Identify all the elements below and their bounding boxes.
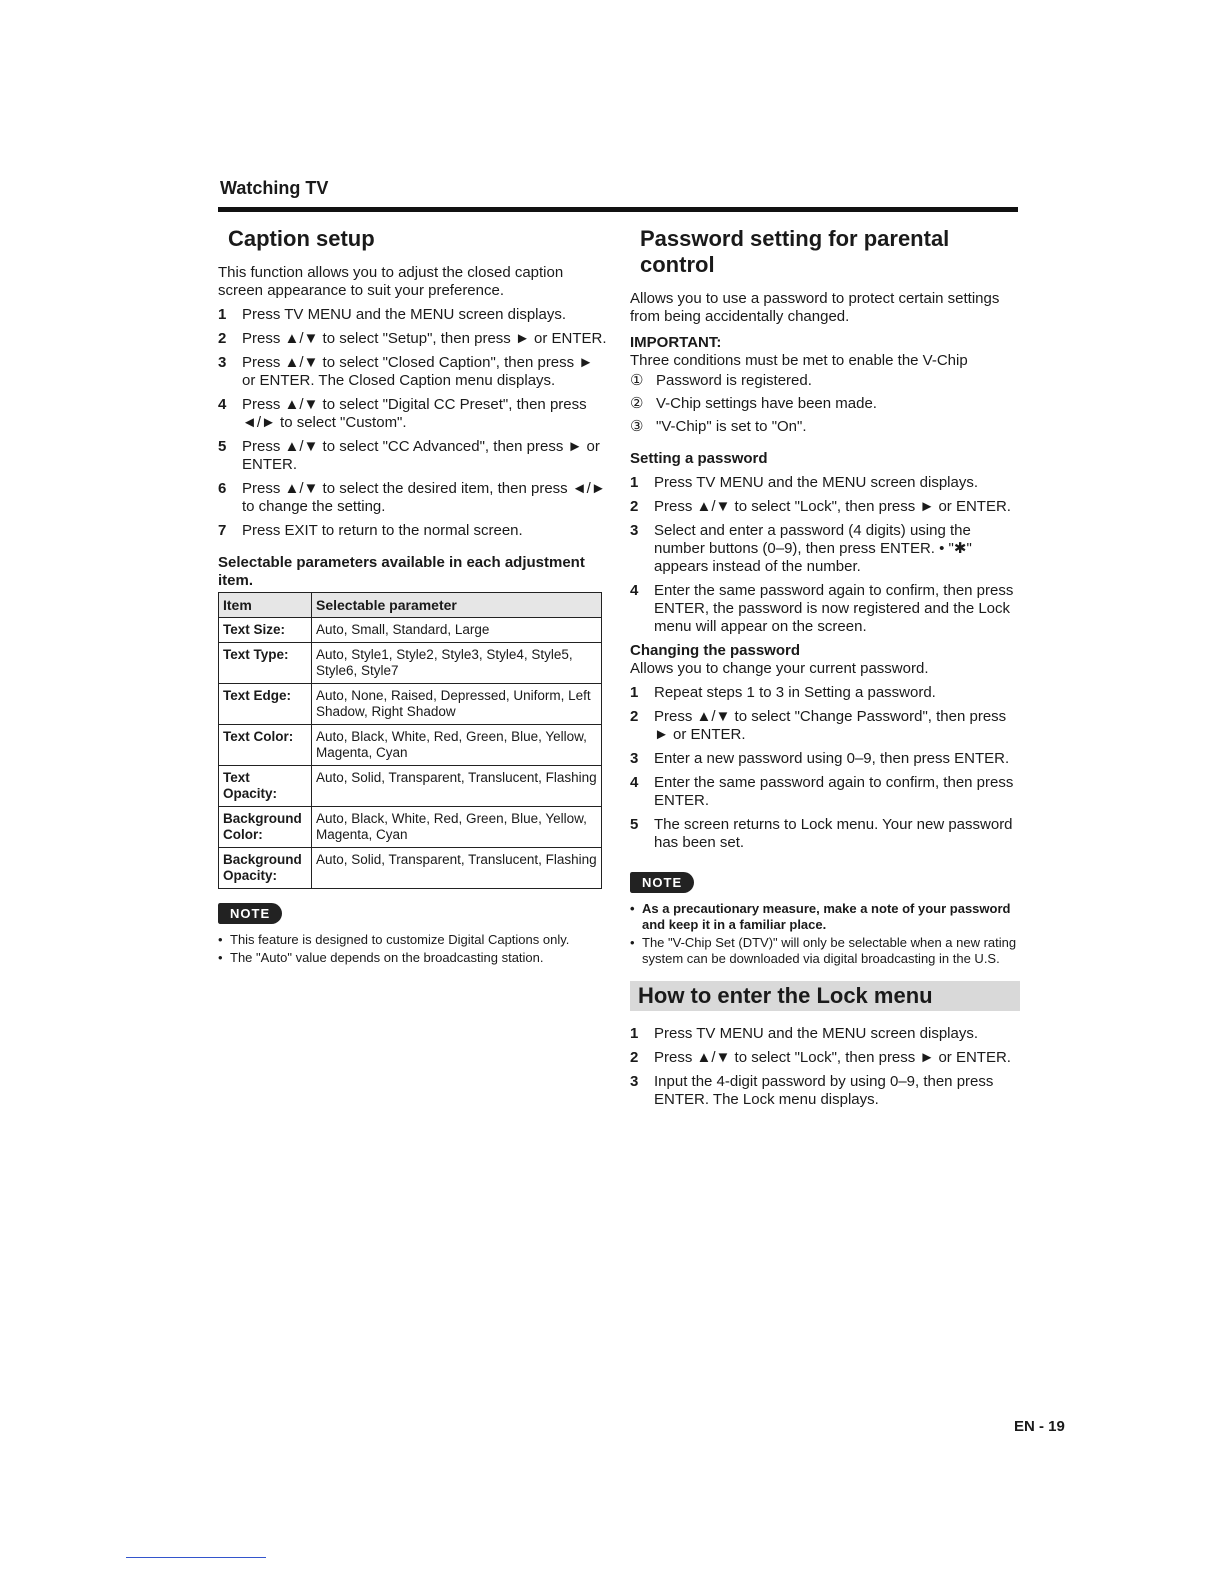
header-rule xyxy=(218,207,1018,212)
table-heading: Selectable parameters available in each adjustment item. xyxy=(218,554,585,589)
list-item: • As a precautionary measure, make a note of your password and keep it in a familiar place. xyxy=(630,901,1011,932)
caption-notes xyxy=(218,932,608,966)
important-text: Three conditions must be met to enable the V-Chip xyxy=(630,352,968,369)
table-row: Text Edge: Auto, None, Raised, Depressed, Uniform, Left Shadow, Right Shadow xyxy=(219,684,602,725)
conditions-list xyxy=(630,372,1020,436)
table-row: Background Opacity: Auto, Solid, Transparent, Translucent, Flashing xyxy=(219,848,602,889)
list-item: 3 Press ▲/▼ to select "Closed Caption", then press ► or ENTER. The Closed Caption menu displays. xyxy=(218,354,594,389)
footer-line xyxy=(126,1557,266,1558)
list-item: 2 Press ▲/▼ to select "Setup", then press ► or ENTER. xyxy=(218,330,607,347)
setting-steps xyxy=(630,474,1020,636)
password-notes xyxy=(630,901,1020,967)
password-title: Password setting for parental control xyxy=(640,226,950,277)
list-item: 3 Enter a new password using 0–9, then press ENTER. xyxy=(630,750,1010,767)
important-label: IMPORTANT: xyxy=(630,334,722,351)
list-item: 6 Press ▲/▼ to select the desired item, then press ◄/► to change the setting. xyxy=(218,480,606,515)
list-item: 5 The screen returns to Lock menu. Your new password has been set. xyxy=(630,816,1013,851)
list-item: 5 Press ▲/▼ to select "CC Advanced", then press ► or ENTER. xyxy=(218,438,600,473)
table-row: Text Color: Auto, Black, White, Red, Green, Blue, Yellow, Magenta, Cyan xyxy=(219,725,602,766)
header-item: Item xyxy=(219,593,312,618)
page-number: EN - 19 xyxy=(1014,1418,1065,1435)
list-item: 1 Press TV MENU and the MENU screen displays. xyxy=(630,474,979,491)
section-label: Watching TV xyxy=(220,178,329,198)
list-item: 3 Input the 4-digit password by using 0–9, then press ENTER. The Lock menu displays. xyxy=(630,1073,994,1108)
lock-menu-banner: How to enter the Lock menu xyxy=(630,981,1020,1011)
list-item: • This feature is designed to customize Digital Captions only. xyxy=(218,932,570,947)
list-item: 1 Repeat steps 1 to 3 in Setting a password. xyxy=(630,684,936,701)
list-item: 2 Press ▲/▼ to select "Change Password", then press ► or ENTER. xyxy=(630,708,1007,743)
caption-setup-title: Caption setup xyxy=(228,226,375,251)
table-row: Background Color: Auto, Black, White, Red, Green, Blue, Yellow, Magenta, Cyan xyxy=(219,807,602,848)
list-item: 4 Enter the same password again to confirm, then press ENTER, the password is now registered and the Lock menu will appear on the screen. xyxy=(630,582,1014,635)
list-item: • The "V-Chip Set (DTV)" will only be selectable when a new rating system can be downloaded via digital broadcasting in the U.S. xyxy=(630,935,1017,966)
list-item: 4 Enter the same password again to confirm, then press ENTER. xyxy=(630,774,1014,809)
table-row: Text Type: Auto, Style1, Style2, Style3, Style4, Style5, Style6, Style7 xyxy=(219,643,602,684)
list-item: 2 Press ▲/▼ to select "Lock", then press ► or ENTER. xyxy=(630,498,1011,515)
list-item: ③ "V-Chip" is set to "On". xyxy=(630,418,807,435)
list-item: 4 Press ▲/▼ to select "Digital CC Preset", then press ◄/► to select "Custom". xyxy=(218,396,587,431)
note-badge: NOTE xyxy=(630,872,694,893)
list-item: 7 Press EXIT to return to the normal screen. xyxy=(218,522,523,539)
list-item: ① Password is registered. xyxy=(630,372,812,389)
changing-steps xyxy=(630,684,1020,852)
list-item: 1 Press TV MENU and the MENU screen displays. xyxy=(630,1025,979,1042)
header-parameter: Selectable parameter xyxy=(312,593,602,618)
list-item: 2 Press ▲/▼ to select "Lock", then press ► or ENTER. xyxy=(630,1049,1011,1066)
changing-intro: Allows you to change your current password. xyxy=(630,660,929,677)
setting-heading: Setting a password xyxy=(630,450,768,467)
table-row: Text Size: Auto, Small, Standard, Large xyxy=(219,618,602,643)
list-item: 1 Press TV MENU and the MENU screen displays. xyxy=(218,306,567,323)
changing-heading: Changing the password xyxy=(630,642,801,659)
note-badge: NOTE xyxy=(218,903,282,924)
password-intro: Allows you to use a password to protect certain settings from being accidentally changed. xyxy=(630,290,1000,325)
lock-steps xyxy=(630,1025,1020,1109)
list-item: 3 Select and enter a password (4 digits) using the number buttons (0–9), then press ENTER. • "✱" appears instead of the number. xyxy=(630,522,972,575)
table-header-row xyxy=(219,593,602,618)
caption-setup-column xyxy=(218,226,608,968)
list-item: • The "Auto" value depends on the broadcasting station. xyxy=(218,950,544,965)
password-column xyxy=(630,226,1020,1115)
list-item: ② V-Chip settings have been made. xyxy=(630,395,877,412)
table-row: Text Opacity: Auto, Solid, Transparent, Translucent, Flashing xyxy=(219,766,602,807)
caption-intro: This function allows you to adjust the closed caption screen appearance to suit your preference. xyxy=(218,264,564,299)
caption-steps xyxy=(218,306,608,540)
parameters-table xyxy=(218,592,602,889)
